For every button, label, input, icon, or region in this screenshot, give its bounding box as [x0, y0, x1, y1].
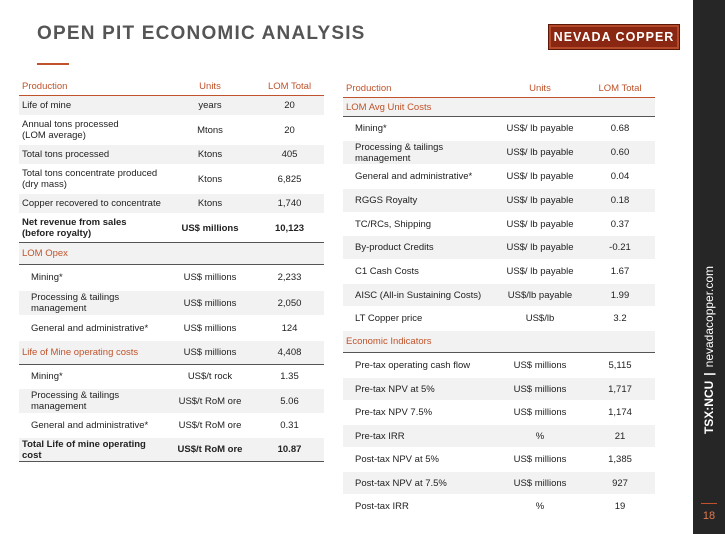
table-row — [343, 331, 655, 353]
sidebar-text — [702, 266, 716, 434]
table-row — [19, 414, 324, 438]
table-row — [19, 116, 324, 145]
row-units: US$ millions — [183, 322, 237, 334]
row-label: Pre-tax NPV at 5% — [355, 383, 435, 395]
row-label: RGGS Royalty — [355, 195, 418, 206]
row-value: 5.06 — [280, 395, 299, 407]
row-value: 2,233 — [277, 272, 302, 283]
row-label: Pre-tax IRR — [355, 430, 405, 442]
row-label: LOM Opex — [22, 248, 68, 259]
row-units: US$/ lb payable — [506, 242, 574, 253]
row-label: General and administrative* — [31, 420, 149, 431]
row-value: 0.60 — [610, 147, 630, 158]
header-units: Units — [529, 83, 551, 94]
row-label: Pre-tax operating cash flow — [355, 359, 471, 371]
website-label: nevadacopper.com — [702, 265, 716, 368]
row-units: Ktons — [197, 198, 223, 209]
ticker-label: TSX:NCU — [702, 380, 716, 435]
header-lom-total: LOM Total — [267, 81, 312, 92]
row-units: US$/ lb payable — [506, 171, 574, 182]
table-row — [343, 213, 655, 236]
table-row — [19, 214, 324, 243]
row-value: 10.87 — [277, 444, 302, 455]
row-value: 1,717 — [608, 383, 632, 395]
page-number-rule — [701, 503, 717, 504]
table-row — [343, 495, 655, 519]
row-units: US$/t RoM ore — [178, 395, 242, 407]
table-row — [343, 448, 655, 472]
row-value: 3.2 — [613, 313, 627, 324]
row-units: US$ millions — [183, 297, 237, 309]
row-units: US$ millions — [513, 383, 567, 395]
row-label: AISC (All-in Sustaining Costs) — [355, 289, 482, 301]
header-lom-total: LOM Total — [598, 83, 642, 94]
table-header — [343, 80, 655, 98]
row-units: Ktons — [197, 173, 223, 185]
row-value: 124 — [281, 322, 298, 334]
row-value: 6,825 — [277, 173, 302, 185]
row-value: 10,123 — [274, 222, 305, 234]
row-value: 4,408 — [277, 347, 302, 358]
company-logo: NEVADA COPPER — [548, 24, 680, 50]
row-value: 1,174 — [608, 407, 632, 418]
row-value: 0.31 — [280, 420, 299, 431]
row-units: US$/ lb payable — [506, 266, 574, 277]
table-row — [19, 96, 324, 116]
row-value: 20 — [284, 124, 295, 136]
page-title: OPEN PIT ECONOMIC ANALYSIS — [37, 23, 366, 44]
table-row — [343, 189, 655, 213]
row-units: % — [535, 501, 545, 512]
row-label: Post-tax NPV at 7.5% — [355, 477, 447, 489]
row-value: 5,115 — [608, 359, 632, 371]
row-units: US$/t RoM ore — [177, 444, 243, 455]
row-units: US$/lb payable — [507, 289, 573, 301]
row-units: US$ millions — [183, 272, 237, 283]
row-units: US$/ lb payable — [506, 195, 574, 206]
row-units: US$/ lb payable — [506, 123, 574, 134]
table-row — [19, 165, 324, 194]
row-label: Mining* — [355, 123, 387, 134]
table-row — [343, 284, 655, 307]
table-body — [19, 96, 324, 462]
row-value: 0.68 — [610, 123, 630, 134]
table-row — [343, 401, 655, 425]
row-label: Economic Indicators — [346, 336, 432, 347]
row-label: Mining* — [31, 272, 63, 283]
row-units: years — [198, 100, 222, 111]
table-row — [19, 291, 324, 316]
row-value: 1.35 — [280, 371, 299, 382]
table-row — [343, 472, 655, 495]
table-row — [343, 141, 655, 165]
production-opex-table — [19, 78, 324, 462]
table-header — [19, 78, 324, 96]
row-value: 0.18 — [610, 195, 630, 206]
row-units: US$ millions — [181, 222, 239, 234]
row-label: Processing & tailings management — [31, 390, 120, 412]
row-label: Processing & tailings management — [31, 292, 120, 314]
row-label: Post-tax NPV at 5% — [355, 454, 439, 465]
table-row — [19, 316, 324, 341]
table-row — [19, 341, 324, 365]
row-value: 2,050 — [277, 297, 302, 309]
row-label: LT Copper price — [355, 313, 423, 324]
table-body — [343, 98, 655, 519]
row-value: 0.04 — [610, 171, 630, 182]
row-units: % — [535, 430, 545, 442]
table-row — [343, 307, 655, 331]
row-value: 19 — [614, 501, 626, 512]
page-number: 18 — [702, 510, 716, 522]
row-units: US$/lb — [525, 313, 555, 324]
row-units: US$ millions — [513, 359, 567, 371]
row-label: Mining* — [31, 371, 63, 382]
table-row — [343, 98, 655, 117]
table-row — [343, 236, 655, 260]
row-label: Life of mine — [22, 100, 72, 111]
table-row — [19, 438, 324, 462]
row-value: 1.67 — [610, 266, 630, 277]
table-row — [19, 389, 324, 414]
row-value: 1,740 — [277, 198, 302, 209]
row-label: By-product Credits — [355, 242, 434, 253]
row-units: US$ millions — [183, 347, 237, 358]
table-row — [19, 365, 324, 389]
row-units: US$/t rock — [187, 371, 233, 382]
table-row — [343, 117, 655, 141]
row-label: Post-tax IRR — [355, 501, 409, 512]
row-value: -0.21 — [609, 242, 631, 253]
row-label: LOM Avg Unit Costs — [346, 101, 432, 113]
row-label: Processing & tailings management — [355, 141, 444, 164]
row-units: US$ millions — [513, 407, 567, 418]
table-row — [19, 243, 324, 265]
row-units: US$/ lb payable — [506, 218, 574, 230]
row-value: 405 — [281, 149, 298, 160]
title-underline — [37, 63, 69, 65]
row-units: US$ millions — [513, 477, 567, 489]
row-label: Life of Mine operating costs — [22, 347, 139, 358]
row-label: Total Life of mine operating cost — [22, 438, 146, 461]
row-units: US$/t RoM ore — [178, 420, 242, 431]
row-units: Mtons — [197, 124, 223, 136]
row-label: C1 Cash Costs — [355, 266, 419, 277]
header-production: Production — [22, 81, 68, 92]
table-row — [343, 260, 655, 284]
row-label: General and administrative* — [355, 171, 473, 182]
row-value: 0.37 — [610, 218, 630, 230]
table-row — [19, 145, 324, 165]
row-label: Pre-tax NPV 7.5% — [355, 407, 433, 418]
table-row — [343, 378, 655, 401]
table-row — [343, 353, 655, 378]
table-row — [343, 165, 655, 189]
row-label: Total tons processed — [22, 149, 110, 160]
table-row — [343, 425, 655, 448]
row-value: 21 — [614, 430, 626, 442]
unit-costs-economics-table — [343, 80, 655, 519]
row-label: Copper recovered to concentrate — [22, 198, 161, 209]
row-value: 20 — [284, 100, 295, 111]
row-units: US$ millions — [513, 454, 567, 465]
row-value: 927 — [612, 477, 628, 489]
header-production: Production — [346, 83, 392, 94]
sidebar-separator: | — [702, 372, 716, 376]
row-value: 1.99 — [610, 289, 630, 301]
table-row — [19, 194, 324, 214]
row-label: Total tons concentrate produced (dry mass) — [22, 168, 158, 190]
row-label: Annual tons processed (LOM average) — [22, 119, 119, 141]
table-row — [19, 265, 324, 291]
header-units: Units — [199, 81, 221, 92]
row-units: Ktons — [197, 149, 223, 160]
row-label: General and administrative* — [31, 322, 149, 334]
row-value: 1,385 — [608, 454, 632, 465]
row-units: US$/ lb payable — [506, 147, 574, 158]
row-label: TC/RCs, Shipping — [355, 218, 432, 230]
row-label: Net revenue from sales (before royalty) — [22, 217, 127, 239]
